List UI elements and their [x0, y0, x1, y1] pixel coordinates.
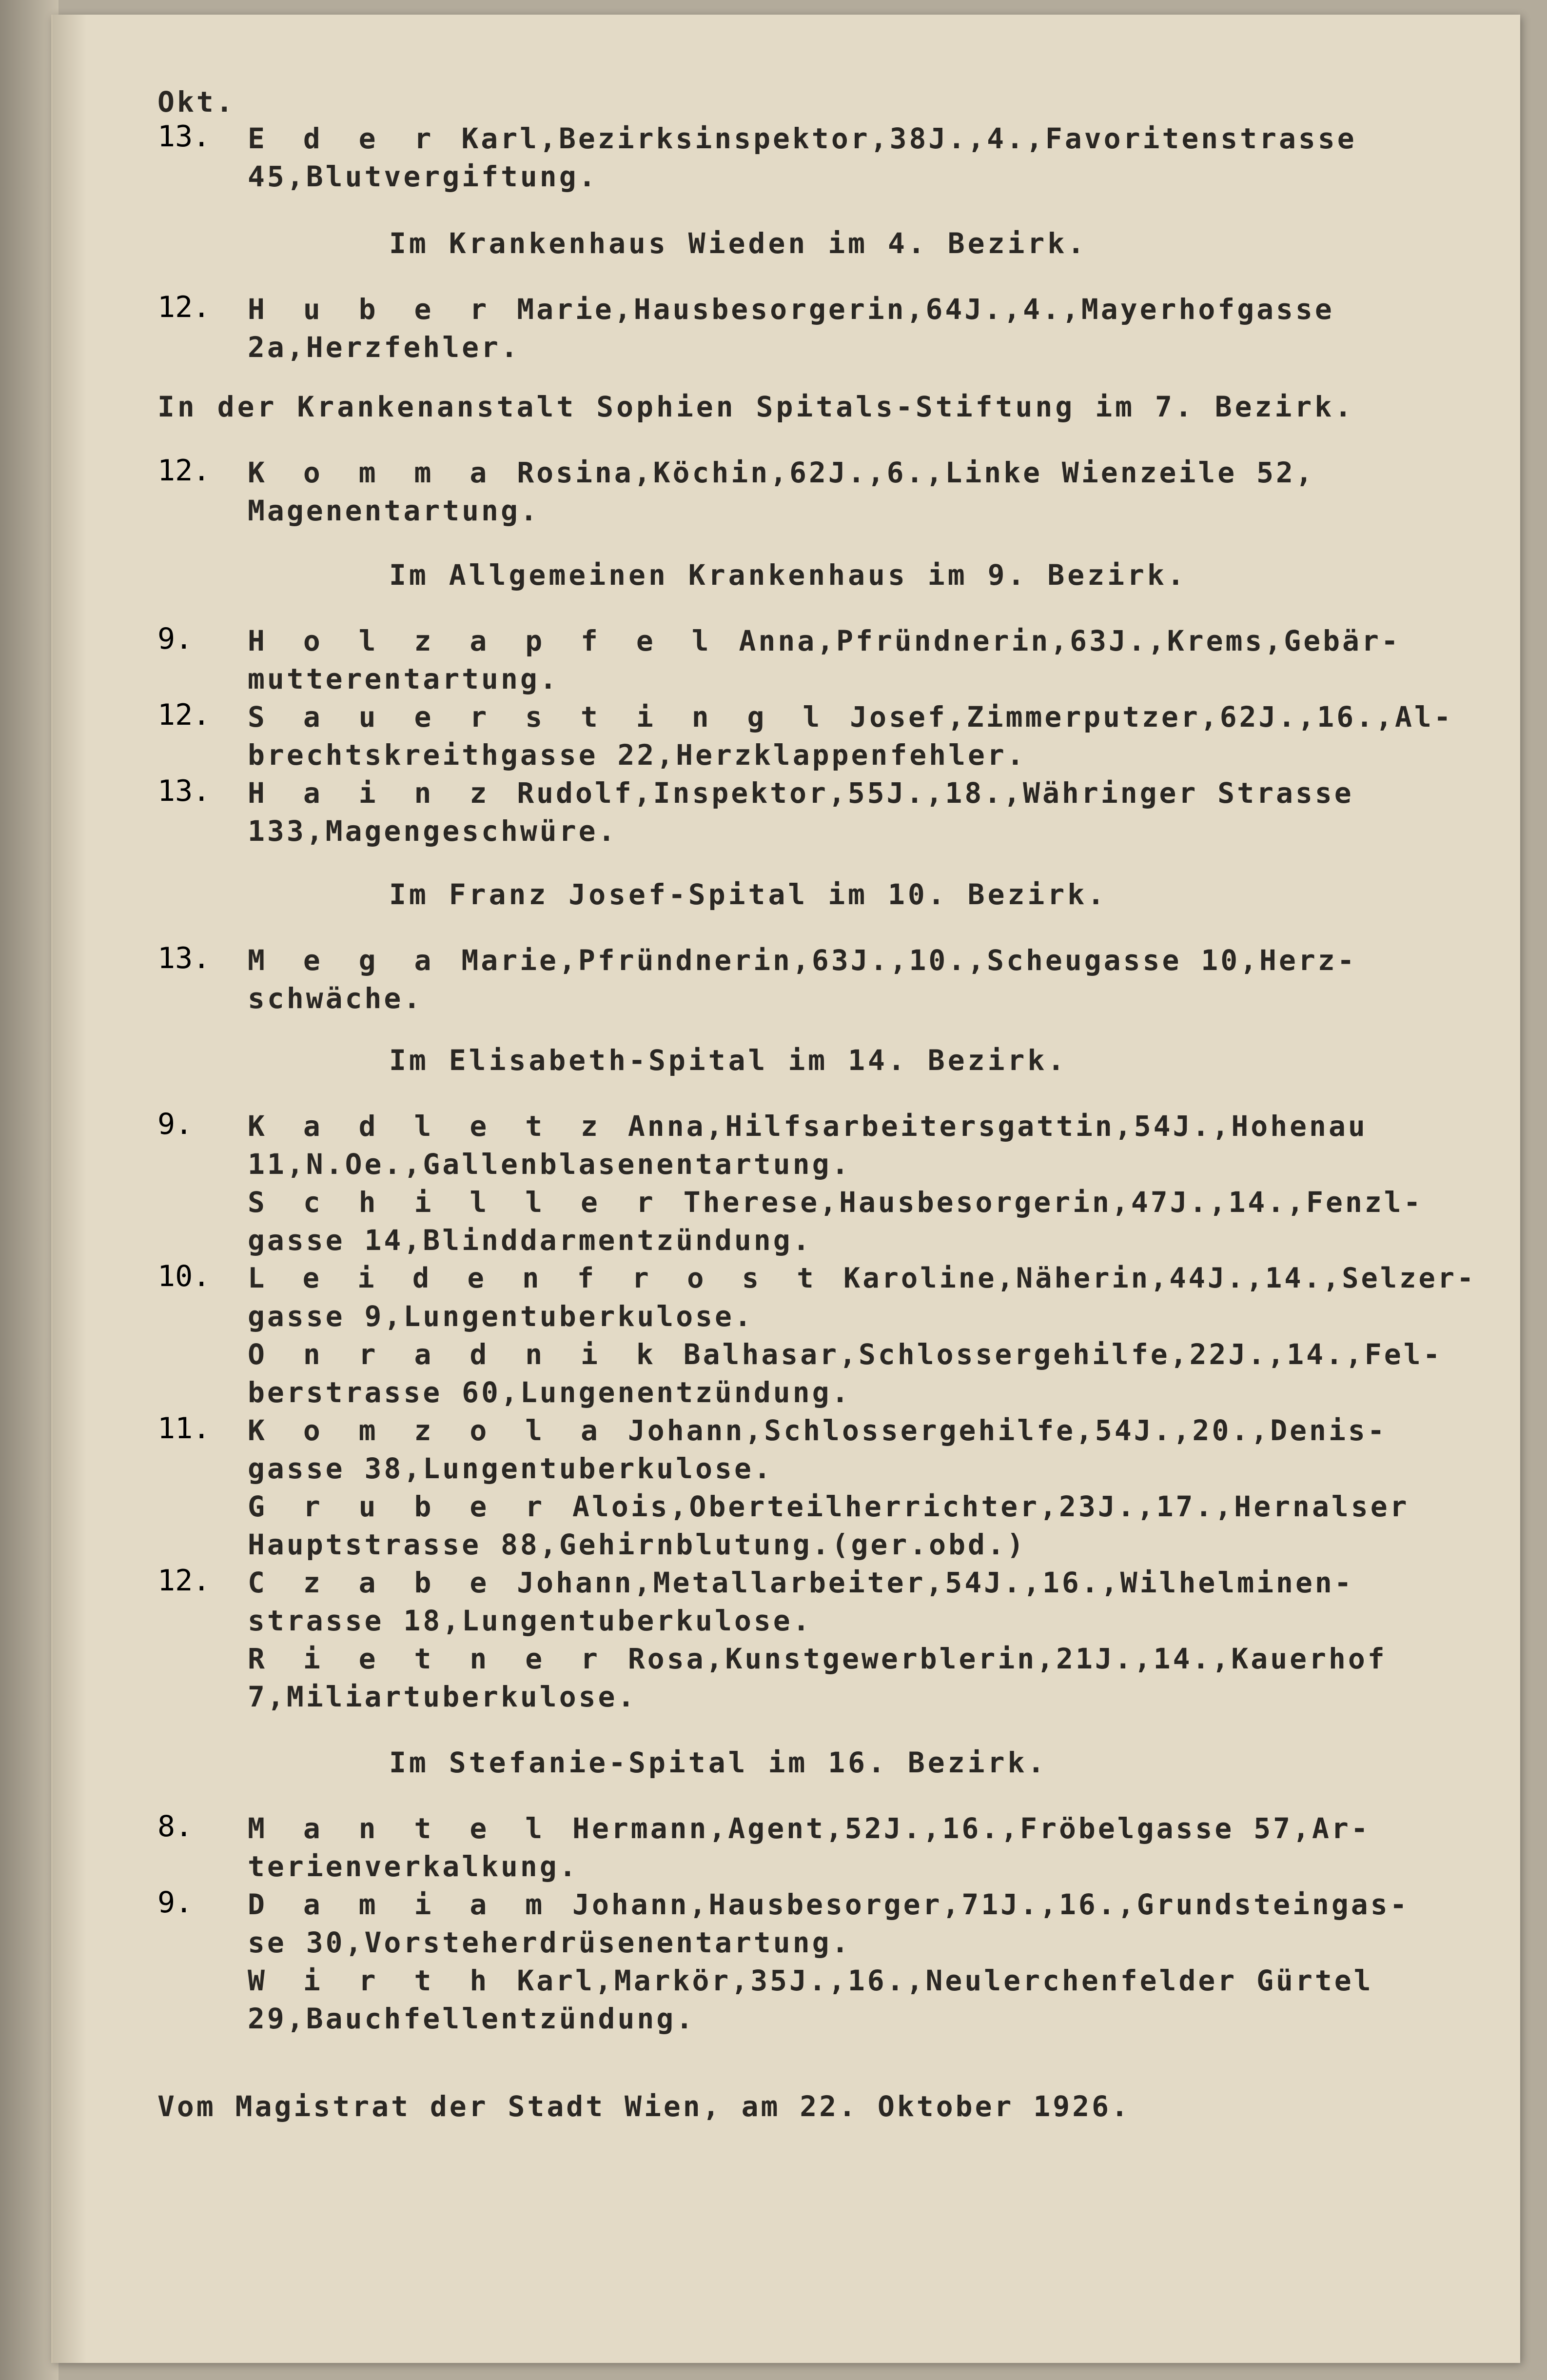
hospital-heading: Im Franz Josef-Spital im 10. Bezirk. — [389, 878, 1108, 911]
entry-day: 11. — [157, 1411, 211, 1446]
entry-line2: 7,Miliartuberkulose. — [248, 1680, 637, 1713]
entry-line1: C z a b e Johann,Metallarbeiter,54J.,16.,Wilhelminen- — [248, 1566, 1354, 1599]
entry-day: 8. — [157, 1809, 193, 1844]
entry-name: C z a b e — [248, 1566, 498, 1599]
entry-line1: M a n t e l Hermann,Agent,52J.,16.,Fröbelgasse 57,Ar- — [248, 1812, 1371, 1845]
entry-name: L e i d e n f r o s t — [248, 1262, 824, 1294]
footer-signature-line: Vom Magistrat der Stadt Wien, am 22. Oktober 1926. — [157, 2090, 1131, 2123]
entry-line2: gasse 38,Lungentuberkulose. — [248, 1452, 773, 1485]
entry-name: S c h i l l e r — [248, 1186, 664, 1219]
entry-line2: 29,Bauchfellentzündung. — [248, 2002, 696, 2035]
hospital-heading: Im Allgemeinen Krankenhaus im 9. Bezirk. — [389, 558, 1187, 592]
entry-line2: berstrasse 60,Lungenentzündung. — [248, 1376, 851, 1409]
entry-day: 13. — [157, 119, 211, 154]
entry-day: 13. — [157, 774, 211, 808]
entry-name: K o m z o l a — [248, 1414, 608, 1447]
entry-name: O n r a d n i k — [248, 1338, 664, 1371]
hospital-heading: Im Stefanie-Spital im 16. Bezirk. — [389, 1746, 1048, 1779]
hospital-heading: Im Elisabeth-Spital im 14. Bezirk. — [389, 1044, 1068, 1077]
entry-line1: G r u b e r Alois,Oberteilherrichter,23J.,17.,Hernalser — [248, 1490, 1410, 1523]
hospital-heading: Im Krankenhaus Wieden im 4. Bezirk. — [389, 227, 1088, 260]
entry-day: 12. — [157, 454, 211, 488]
entry-line2: schwäche. — [248, 982, 423, 1015]
entry-line2: strasse 18,Lungentuberkulose. — [248, 1604, 812, 1637]
entry-line2: gasse 9,Lungentuberkulose. — [248, 1300, 754, 1333]
entry-name: S a u e r s t i n g l — [248, 700, 831, 734]
entry-day: 9. — [157, 1885, 193, 1920]
entry-day: 13. — [157, 941, 211, 975]
entry-day: 12. — [157, 1564, 211, 1598]
entry-name: M e g a — [248, 944, 442, 977]
entry-line2: 11,N.Oe.,Gallenblasenentartung. — [248, 1148, 851, 1181]
entry-name: E d e r — [248, 122, 442, 155]
hospital-heading: In der Krankenanstalt Sophien Spitals-Stiftung im 7. Bezirk. — [157, 390, 1355, 423]
entry-line2: 45,Blutvergiftung. — [248, 160, 598, 193]
entry-line1: H u b e r Marie,Hausbesorgerin,64J.,4.,Mayerhofgasse — [248, 293, 1334, 326]
entry-line2: 2a,Herzfehler. — [248, 331, 520, 364]
entry-line2: brechtskreithgasse 22,Herzklappenfehler. — [248, 738, 1026, 772]
entry-line1: K o m m a Rosina,Köchin,62J.,6.,Linke Wienzeile 52, — [248, 456, 1315, 489]
entry-line1: L e i d e n f r o s t Karoline,Näherin,44J.,14.,Selzer- — [248, 1262, 1476, 1294]
entry-day: 10. — [157, 1259, 211, 1293]
entry-line2: 133,Magengeschwüre. — [248, 814, 618, 848]
entry-line1: E d e r Karl,Bezirksinspektor,38J.,4.,Favoritenstrasse — [248, 122, 1357, 155]
entry-day: 9. — [157, 1107, 193, 1141]
entry-line1: S c h i l l e r Therese,Hausbesorgerin,47J.,14.,Fenzl- — [248, 1186, 1423, 1219]
entry-line2: gasse 14,Blinddarmentzündung. — [248, 1224, 812, 1257]
entry-day: 12. — [157, 290, 211, 324]
book-spine — [0, 0, 59, 2380]
entry-line2: se 30,Vorsteherdrüsenentartung. — [248, 1926, 851, 1959]
entry-line2: Magenentartung. — [248, 494, 540, 527]
entry-day: 9. — [157, 622, 193, 656]
entry-line1: K a d l e t z Anna,Hilfsarbeitersgattin,54J.,Hohenau — [248, 1110, 1368, 1143]
entry-line2: Hauptstrasse 88,Gehirnblutung.(ger.obd.) — [248, 1528, 1026, 1561]
entry-name: G r u b e r — [248, 1490, 553, 1523]
entry-name: D a m i a m — [248, 1888, 553, 1921]
entry-line2: mutterentartung. — [248, 662, 559, 695]
page — [51, 15, 1520, 2363]
page-gutter-shadow — [53, 15, 87, 2363]
entry-line1: R i e t n e r Rosa,Kunstgewerblerin,21J.,14.,Kauerhof — [248, 1642, 1387, 1675]
entry-line1: H o l z a p f e l Anna,Pfründnerin,63J.,Krems,Gebär- — [248, 624, 1401, 657]
entry-line1: S a u e r s t i n g l Josef,Zimmerputzer,62J.,16.,Al- — [248, 700, 1453, 734]
entry-name: K o m m a — [248, 456, 498, 489]
entry-line1: W i r t h Karl,Markör,35J.,16.,Neulerchenfelder Gürtel — [248, 1964, 1373, 1997]
entry-line1: O n r a d n i k Balhasar,Schlossergehilfe,22J.,14.,Fel- — [248, 1338, 1443, 1371]
entry-name: H a i n z — [248, 776, 498, 810]
entry-line2: terienverkalkung. — [248, 1850, 579, 1883]
entry-name: K a d l e t z — [248, 1110, 608, 1143]
entry-line1: H a i n z Rudolf,Inspektor,55J.,18.,Währinger Strasse — [248, 776, 1354, 810]
entry-line1: K o m z o l a Johann,Schlossergehilfe,54J.,20.,Denis- — [248, 1414, 1387, 1447]
entry-name: W i r t h — [248, 1964, 498, 1997]
entry-line1: M e g a Marie,Pfründnerin,63J.,10.,Scheugasse 10,Herz- — [248, 944, 1357, 977]
month-label: Okt. — [157, 85, 235, 119]
entry-line1: D a m i a m Johann,Hausbesorger,71J.,16.,Grundsteingas- — [248, 1888, 1410, 1921]
entry-name: R i e t n e r — [248, 1642, 608, 1675]
entry-name: H u b e r — [248, 293, 498, 326]
entry-name: M a n t e l — [248, 1812, 553, 1845]
entry-day: 12. — [157, 698, 211, 732]
entry-name: H o l z a p f e l — [248, 624, 720, 657]
